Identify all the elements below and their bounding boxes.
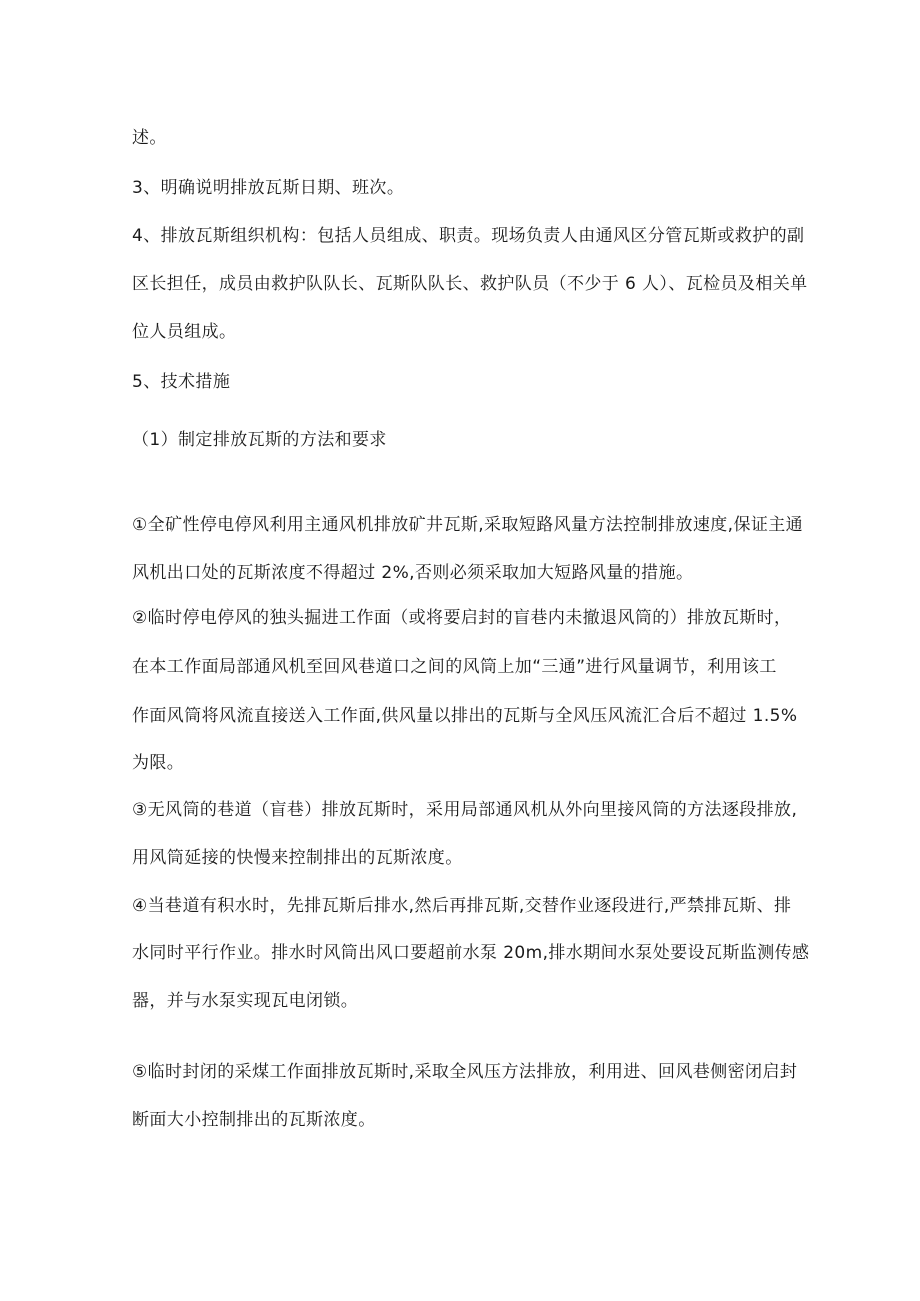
text-line: 用风筒延接的快慢来控制排出的瓦斯浓度。 xyxy=(132,848,463,868)
text-line: 4、排放瓦斯组织机构：包括人员组成、职责。现场负责人由通风区分管瓦斯或救护的副 xyxy=(132,226,805,246)
text-line: 风机出口处的瓦斯浓度不得超过 2%,否则必须采取加大短路风量的措施。 xyxy=(132,563,694,583)
text-line: 3、明确说明排放瓦斯日期、班次。 xyxy=(132,178,405,198)
text-line: 在本工作面局部通风机至回风巷道口之间的风筒上加“三通”进行风量调节，利用该工 xyxy=(132,657,777,677)
text-line: 为限。 xyxy=(132,753,185,773)
text-line: ②临时停电停风的独头掘进工作面（或将要启封的盲巷内未撤退风筒的）排放瓦斯时， xyxy=(132,608,792,628)
text-line: 区长担任，成员由救护队队长、瓦斯队队长、救护队员（不少于 6 人）、瓦检员及相关单 xyxy=(132,274,808,294)
text-line: 作面风筒将风流直接送入工作面,供风量以排出的瓦斯与全风压风流汇合后不超过 1.5% xyxy=(132,706,798,726)
text-line: （1）制定排放瓦斯的方法和要求 xyxy=(132,430,387,450)
text-line: 位人员组成。 xyxy=(132,322,237,342)
text-line: ③无风筒的巷道（盲巷）排放瓦斯时，采用局部通风机从外向里接风筒的方法逐段排放, xyxy=(132,800,798,820)
text-line: 5、技术措施 xyxy=(132,372,231,392)
text-line: 器，并与水泵实现瓦电闭锁。 xyxy=(132,991,359,1011)
text-line: 水同时平行作业。排水时风筒出风口要超前水泵 20m,排水期间水泵处要设瓦斯监测传感 xyxy=(132,943,810,963)
text-line: ①全矿性停电停风利用主通风机排放矿井瓦斯,采取短路风量方法控制排放速度,保证主通 xyxy=(132,515,804,535)
text-line: 述。 xyxy=(132,128,167,148)
text-line: ④当巷道有积水时，先排瓦斯后排水,然后再排瓦斯,交替作业逐段进行,严禁排瓦斯、排 xyxy=(132,896,792,916)
text-line: ⑤临时封闭的采煤工作面排放瓦斯时,采取全风压方法排放，利用进、回风巷侧密闭启封 xyxy=(132,1062,798,1082)
text-line: 断面大小控制排出的瓦斯浓度。 xyxy=(132,1110,376,1130)
